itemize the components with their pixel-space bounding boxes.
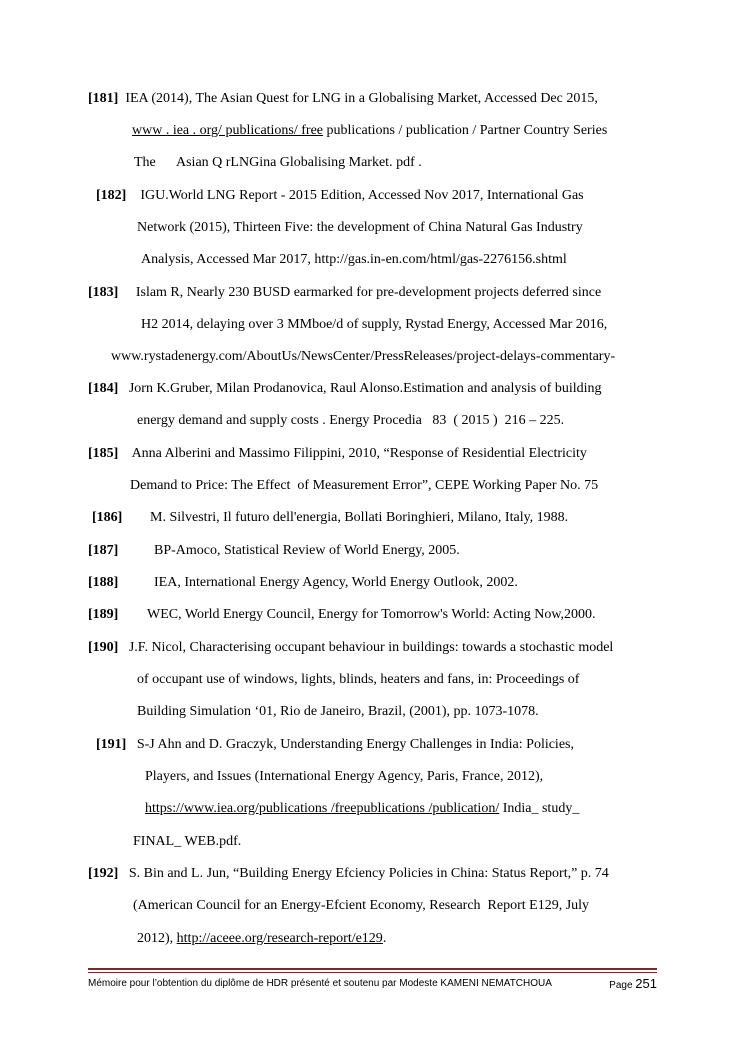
reference-text: 2012), — [137, 931, 177, 946]
reference-text: S-J Ahn and D. Graczyk, Understanding Energy Challenges in India: Policies, — [136, 737, 574, 752]
reference-text: . — [382, 931, 387, 946]
reference-text: IGU.World LNG Report - 2015 Edition, Accessed Nov 2017, International Gas — [140, 188, 584, 203]
reference-185-line-2: Demand to Price: The Effect of Measurement Error”, CEPE Working Paper No. 75 — [130, 478, 599, 493]
reference-189 — [88, 606, 596, 624]
reference-191 — [96, 736, 574, 754]
reference-text: J.F. Nicol, Characterising occupant behaviour in buildings: towards a stochastic model — [128, 640, 614, 655]
reference-192 — [88, 865, 609, 883]
reference-number: [187] — [88, 543, 119, 558]
reference-183 — [88, 284, 601, 302]
reference-text: India_ study_ — [499, 801, 580, 816]
reference-text: WEC, World Energy Council, Energy for Tomorrow's World: Acting Now,2000. — [147, 607, 596, 622]
reference-number: [188] — [88, 575, 119, 590]
reference-187 — [88, 542, 460, 560]
reference-number: [185] — [88, 446, 119, 461]
reference-185 — [88, 445, 587, 463]
footer-rule — [88, 972, 657, 973]
reference-190-line-2: of occupant use of windows, lights, blinds, heaters and fans, in: Proceedings of — [137, 672, 580, 687]
page-number: 251 — [635, 976, 657, 991]
reference-183-line-3: www.rystadenergy.com/AboutUs/NewsCenter/PressReleases/project-delays-commentary- — [111, 349, 616, 364]
reference-192-line-2: (American Council for an Energy-Efcient Economy, Research Report E129, July — [133, 898, 590, 913]
page-label: Page — [609, 980, 633, 991]
reference-190 — [88, 639, 613, 657]
reference-number: [183] — [88, 285, 119, 300]
reference-182 — [96, 187, 584, 205]
reference-188 — [88, 574, 518, 592]
reference-text: IEA, International Energy Agency, World Energy Outlook, 2002. — [154, 575, 518, 590]
reference-number: [181] — [88, 91, 119, 106]
page-footer — [88, 977, 657, 991]
footer-text: Mémoire pour l’obtention du diplôme de HDR présenté et soutenu par Modeste KAMENI NEMATCHOUA — [88, 978, 552, 989]
reference-number: [182] — [96, 188, 127, 203]
reference-number: [184] — [88, 381, 119, 396]
reference-text: IEA (2014), The Asian Quest for LNG in a Globalising Market, Accessed Dec 2015, — [125, 91, 598, 106]
reference-184 — [88, 380, 602, 398]
reference-number: [186] — [92, 510, 123, 525]
reference-text: Jorn K.Gruber, Milan Prodanovica, Raul Alonso.Estimation and analysis of building — [128, 381, 602, 396]
reference-191-line-4: FINAL_ WEB.pdf. — [133, 834, 242, 849]
page-number-label — [609, 977, 657, 993]
reference-link[interactable]: www . iea . org/ publications/ free — [132, 123, 324, 138]
reference-text: S. Bin and L. Jun, “Building Energy Efciency Policies in China: Status Report,” p. 74 — [128, 866, 609, 881]
reference-number: [189] — [88, 607, 119, 622]
reference-text: Anna Alberini and Massimo Filippini, 2010, “Response of Residential Electricity — [131, 446, 587, 461]
reference-186 — [92, 509, 569, 527]
reference-182-line-2: Network (2015), Thirteen Five: the development of China Natural Gas Industry — [137, 220, 583, 235]
reference-181-line-3: The Asian Q rLNGina Globalising Market. pdf . — [134, 155, 422, 170]
reference-link[interactable]: http://aceee.org/research-report/e129 — [176, 931, 383, 946]
reference-number: [191] — [96, 737, 127, 752]
reference-text: Islam R, Nearly 230 BUSD earmarked for pre-development projects deferred since — [135, 285, 602, 300]
reference-182-line-3: Analysis, Accessed Mar 2017, http://gas.in-en.com/html/gas-2276156.shtml — [141, 252, 567, 267]
reference-181-line-2 — [132, 122, 607, 140]
reference-190-line-3: Building Simulation ‘01, Rio de Janeiro, Brazil, (2001), pp. 1073-1078. — [137, 704, 539, 719]
reference-191-line-3 — [145, 800, 579, 818]
reference-text: M. Silvestri, Il futuro dell'energia, Bollati Boringhieri, Milano, Italy, 1988. — [150, 510, 569, 525]
reference-text: publications / publication / Partner Country Series — [323, 123, 608, 138]
reference-191-line-2: Players, and Issues (International Energy Agency, Paris, France, 2012), — [145, 769, 544, 784]
reference-184-line-2: energy demand and supply costs . Energy Procedia 83 ( 2015 ) 216 – 225. — [137, 413, 565, 428]
footer-rule — [88, 968, 657, 970]
reference-183-line-2: H2 2014, delaying over 3 MMboe/d of supply, Rystad Energy, Accessed Mar 2016, — [141, 317, 608, 332]
reference-number: [190] — [88, 640, 119, 655]
reference-link[interactable]: https://www.iea.org/publications /freepublications /publication/ — [145, 801, 500, 816]
reference-192-line-3 — [137, 930, 386, 948]
reference-number: [192] — [88, 866, 119, 881]
reference-text: BP-Amoco, Statistical Review of World Energy, 2005. — [154, 543, 460, 558]
reference-181 — [88, 90, 598, 108]
